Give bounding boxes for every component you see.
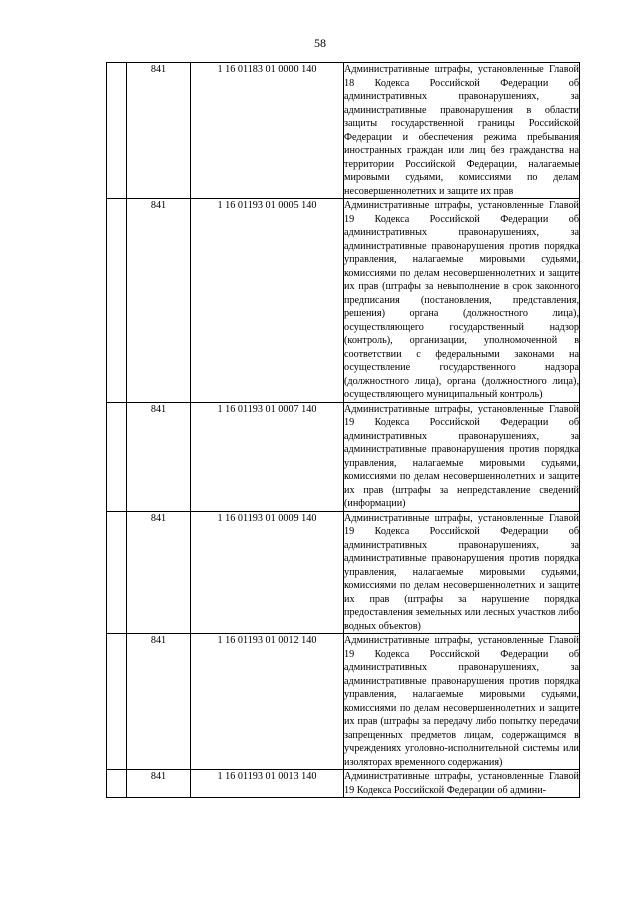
description-cell bbox=[344, 770, 580, 798]
description-cell bbox=[344, 63, 580, 199]
table-row bbox=[107, 402, 580, 511]
table-row bbox=[107, 63, 580, 199]
row-number-cell bbox=[107, 402, 127, 511]
budget-code-cell: 1 16 01193 01 0005 140 bbox=[191, 199, 344, 403]
row-number-cell bbox=[107, 511, 127, 634]
revenue-code-table bbox=[106, 62, 580, 798]
table-row bbox=[107, 634, 580, 770]
description-text: Административные штрафы, установленные Главой 18 Кодекса Российской Федерации об административных правонарушениях, за административные правонарушения в области защиты государственной границы Российской Федерации и обеспечения режима пребывания иностранных граждан или лиц без гражданства на территории Российской Федерации, налагаемые мировыми судьями, комиссиями по делам несовершеннолетних и защите их прав bbox=[344, 64, 579, 197]
row-number-cell bbox=[107, 634, 127, 770]
row-number-cell bbox=[107, 770, 127, 798]
admin-code-cell: 841 bbox=[127, 634, 191, 770]
admin-code-cell: 841 bbox=[127, 402, 191, 511]
admin-code-cell: 841 bbox=[127, 63, 191, 199]
description-text: Административные штрафы, установленные Главой 19 Кодекса Российской Федерации об административных правонарушениях, за административные правонарушения против порядка управления, налагаемые мировыми судьями, комиссиями по делам несовершеннолетних и защите их прав (штрафы за передачу либо попытку передачи запрещенных предметов лицам, содержащимся в учреждениях уголовно-исполнительной системы или изоляторах временного содержания) bbox=[344, 635, 579, 768]
row-number-cell bbox=[107, 63, 127, 199]
admin-code-cell: 841 bbox=[127, 511, 191, 634]
page-number: 58 bbox=[314, 36, 326, 50]
admin-code-cell: 841 bbox=[127, 770, 191, 798]
description-text: Административные штрафы, установленные Главой 19 Кодекса Российской Федерации об админи- bbox=[344, 771, 579, 796]
admin-code-cell: 841 bbox=[127, 199, 191, 403]
budget-code-cell: 1 16 01193 01 0013 140 bbox=[191, 770, 344, 798]
description-cell bbox=[344, 511, 580, 634]
budget-code-cell: 1 16 01193 01 0007 140 bbox=[191, 402, 344, 511]
table-row bbox=[107, 199, 580, 403]
budget-code-cell: 1 16 01193 01 0009 140 bbox=[191, 511, 344, 634]
budget-code-cell: 1 16 01193 01 0012 140 bbox=[191, 634, 344, 770]
description-text: Административные штрафы, установленные Главой 19 Кодекса Российской Федерации об административных правонарушениях, за административные правонарушения против порядка управления, налагаемые мировыми судьями, комиссиями по делам несовершеннолетних и защите их прав (штрафы за невыполнение в срок законного предписания (постановления, представления, решения) органа (должностного лица), осуществляющего государственный надзор (контроль), организации, уполномоченной в соответствии с федеральными законами на осуществление государственного надзора (должностного лица), органа (должностного лица), осуществляющего муниципальный контроль) bbox=[344, 200, 579, 400]
table-row bbox=[107, 770, 580, 798]
description-cell bbox=[344, 402, 580, 511]
table-row bbox=[107, 511, 580, 634]
budget-code-cell: 1 16 01183 01 0000 140 bbox=[191, 63, 344, 199]
description-text: Административные штрафы, установленные Главой 19 Кодекса Российской Федерации об административных правонарушениях, за административные правонарушения против порядка управления, налагаемые мировыми судьями, комиссиями по делам несовершеннолетних и защите их прав (штрафы за непредставление сведений (информации) bbox=[344, 403, 579, 509]
row-number-cell bbox=[107, 199, 127, 403]
description-cell bbox=[344, 634, 580, 770]
description-text: Административные штрафы, установленные Главой 19 Кодекса Российской Федерации об административных правонарушениях, за административные правонарушения против порядка управления, налагаемые мировыми судьями, комиссиями по делам несовершеннолетних и защите их прав (штрафы за нарушение порядка предоставления земельных или лесных участков либо водных объектов) bbox=[344, 512, 579, 632]
description-cell bbox=[344, 199, 580, 403]
